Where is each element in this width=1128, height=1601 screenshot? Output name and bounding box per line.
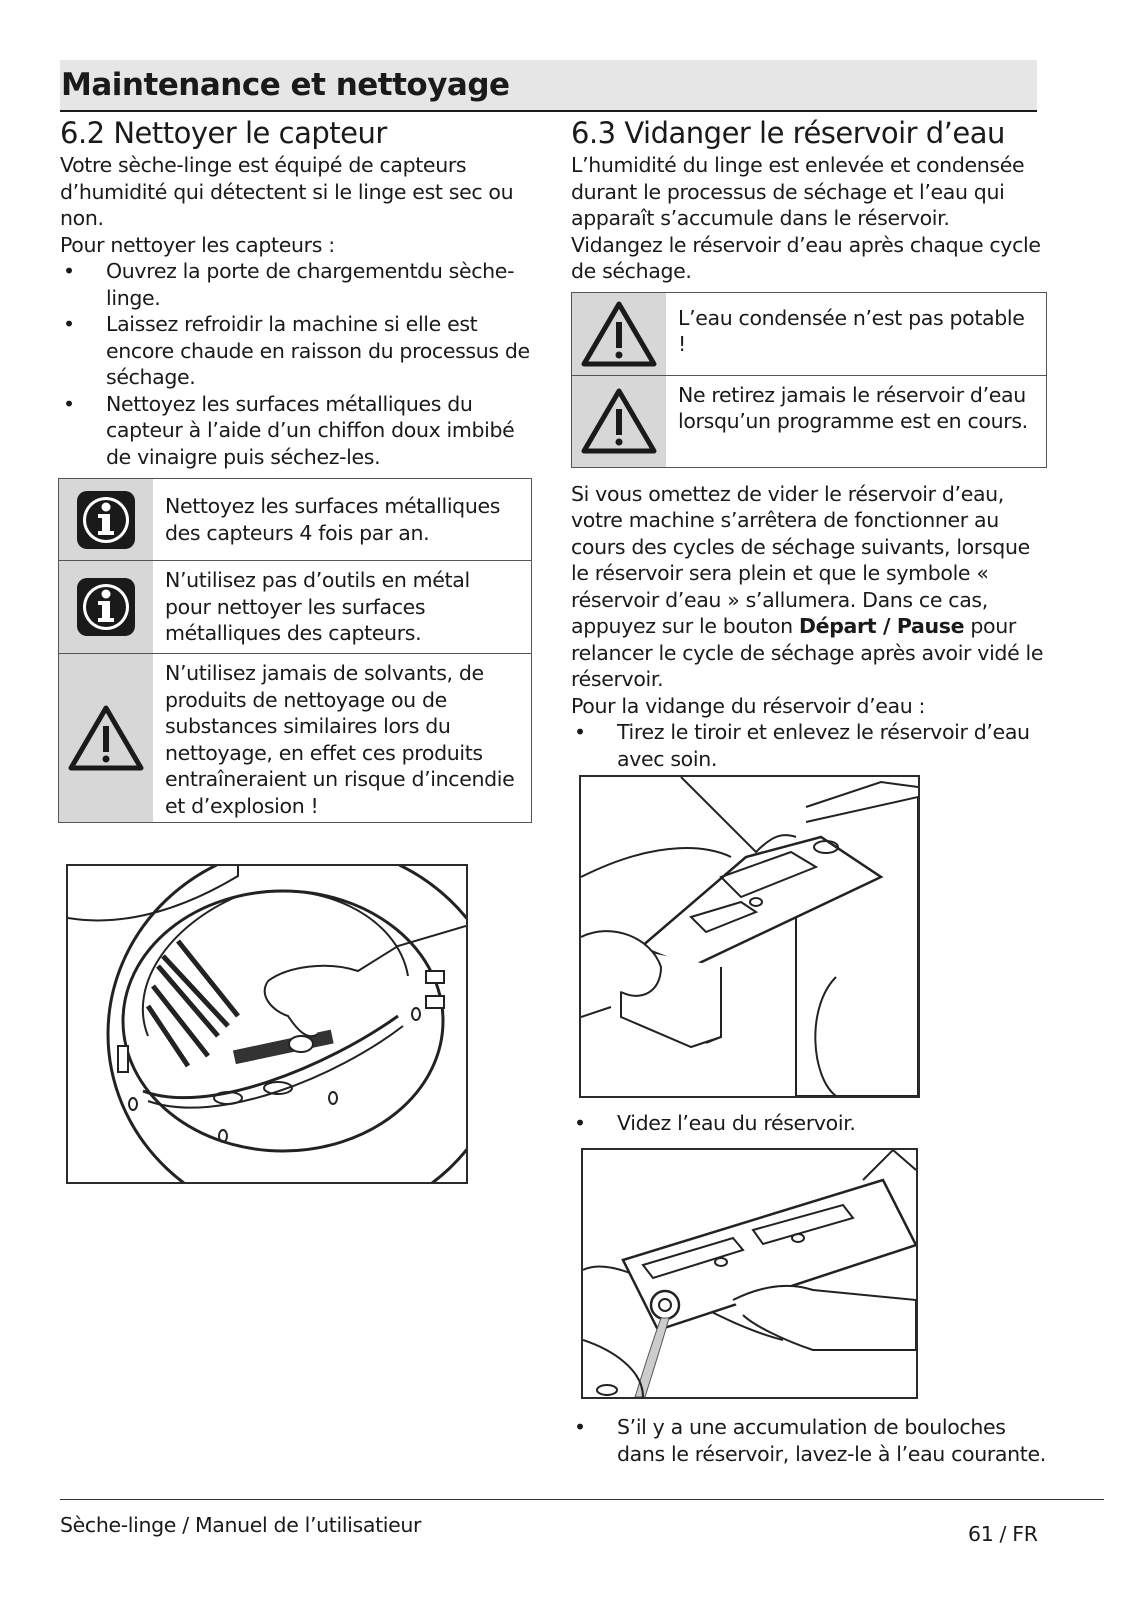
list-item: • Laissez refroidir la machine si elle est encore chaude en raisson du processus de séchage. — [60, 311, 540, 391]
warning-icon — [572, 293, 666, 375]
pull-tank-illustration — [579, 775, 920, 1098]
tank-step-3 — [571, 1414, 1047, 1467]
note-text: Ne retirez jamais le réservoir d’eau lorsqu’un programme est en cours. — [678, 382, 1028, 433]
sensor-lead: Pour nettoyer les capteurs : — [60, 232, 335, 257]
tank-lead: Pour la vidange du réservoir d’eau : — [571, 693, 926, 718]
section-heading-clean-sensor: 6.2 Nettoyer le capteur — [60, 116, 387, 150]
page-title: Maintenance et nettoyage — [61, 67, 510, 103]
sensor-steps-list — [60, 258, 540, 470]
note-row — [59, 561, 531, 654]
sensor-notes-table — [58, 478, 532, 823]
note-text: Nettoyez les surfaces métalliques des capteurs 4 fois par an. — [165, 494, 501, 545]
footer-rule — [60, 1499, 1104, 1500]
empty-tank-illustration — [581, 1148, 918, 1399]
footer-manual-title: Sèche-linge / Manuel de l’utilisatieur — [60, 1513, 422, 1537]
sensor-cleaning-illustration — [66, 864, 468, 1184]
tank-body-start: Si vous omettez de vider le réservoir d’eau, votre machine s’arrêtera de fonctionner au cours des cycles de séchage suivants, lorsque le réservoir sera plein et que le symbole « réservoir d’eau » s’allumera. Dans ce cas, appuyez sur le bouton — [571, 481, 1030, 638]
list-item: • Nettoyez les surfaces métalliques du capteur à l’aide d’un chiffon doux imbibé de vinaigre puis séchez-les. — [60, 391, 540, 471]
note-row — [572, 376, 1046, 467]
note-text: L’eau condensée n’est pas potable ! — [678, 305, 1025, 356]
note-row — [572, 293, 1046, 376]
tank-step-2 — [571, 1110, 1047, 1137]
right-column — [571, 116, 1047, 772]
note-text: N’utilisez jamais de solvants, de produits de nettoyage ou de substances similaires lors du nettoyage, en effet ces produits entraîneraient un risque d’incendie et d’explosion ! — [165, 661, 515, 818]
warning-icon — [59, 654, 153, 822]
list-item: • Ouvrez la porte de chargementdu sèche-linge. — [60, 258, 540, 311]
list-item: • S’il y a une accumulation de bouloches dans le réservoir, lavez-le à l’eau courante. — [571, 1414, 1047, 1467]
tank-body — [571, 481, 1047, 693]
tank-step-1 — [571, 719, 1047, 772]
list-item: • Videz l’eau du réservoir. — [571, 1110, 1047, 1137]
info-icon — [59, 561, 153, 653]
start-pause-label: Départ / Pause — [798, 614, 965, 638]
note-text: N’utilisez pas d’outils en métal pour nettoyer les surfaces métalliques des capteurs. — [165, 568, 470, 645]
left-column — [60, 116, 540, 823]
sensor-intro: Votre sèche-linge est équipé de capteurs d’humidité qui détectent si le linge est sec ou non. — [60, 153, 514, 230]
warning-icon — [572, 376, 666, 467]
tank-body-end: pour relancer le cycle de séchage après avoir vidé le réservoir. — [571, 614, 1044, 691]
page-number: 61 / FR — [968, 1522, 1038, 1546]
info-icon — [59, 479, 153, 560]
list-item: • Tirez le tiroir et enlevez le réservoir d’eau avec soin. — [571, 719, 1047, 772]
tank-intro: L’humidité du linge est enlevée et condensée durant le processus de séchage et l’eau qui apparaît s’accumule dans le réservoir. Vidangez le réservoir d’eau après chaque cycle de séchage. — [571, 153, 1041, 283]
note-row — [59, 479, 531, 561]
section-heading-drain-tank: 6.3 Vidanger le réservoir d’eau — [571, 116, 1005, 150]
note-row — [59, 654, 531, 822]
tank-warnings-table — [571, 292, 1047, 468]
